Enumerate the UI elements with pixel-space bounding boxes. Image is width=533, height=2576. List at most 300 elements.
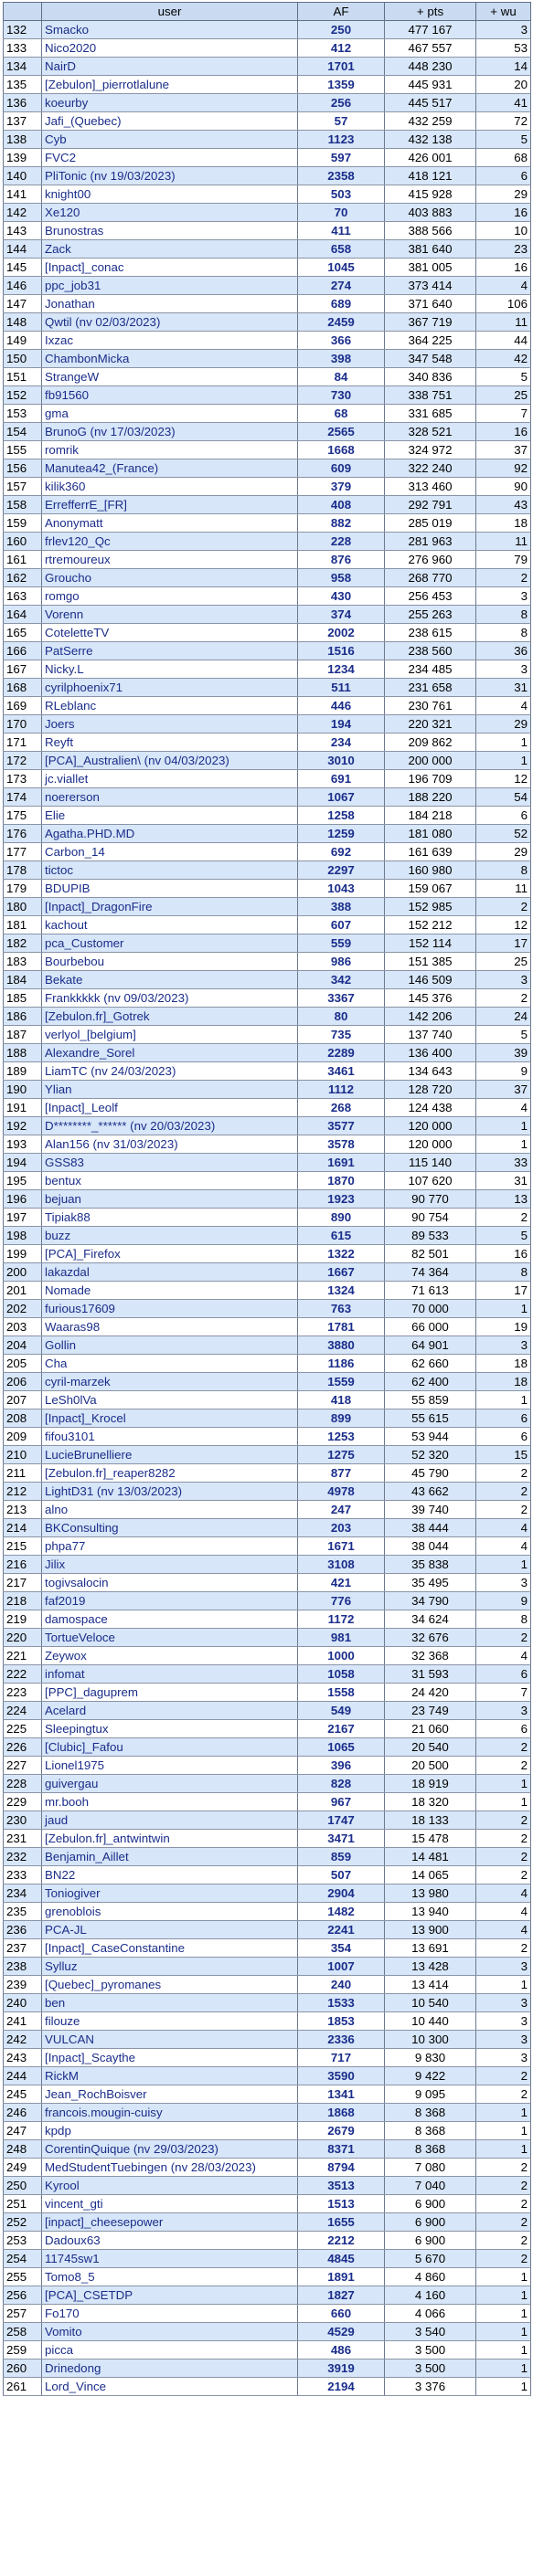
wu-cell: 90 — [476, 478, 531, 496]
user-cell[interactable]: [PPC]_daguprem — [42, 1684, 298, 1702]
af-cell: 1043 — [298, 880, 385, 898]
user-cell[interactable]: francois.mougin-cuisy — [42, 2104, 298, 2122]
user-cell[interactable]: Zeywox — [42, 1647, 298, 1665]
user-cell[interactable]: LightD31 (nv 13/03/2023) — [42, 1483, 298, 1501]
af-cell: 430 — [298, 587, 385, 606]
wu-cell: 4 — [476, 1884, 531, 1903]
af-cell: 828 — [298, 1775, 385, 1793]
table-row — [4, 1227, 531, 1245]
points-cell: 32 368 — [385, 1647, 476, 1665]
points-cell: 381 005 — [385, 259, 476, 277]
wu-cell: 2 — [476, 2232, 531, 2250]
wu-cell: 8 — [476, 606, 531, 624]
points-cell: 62 400 — [385, 1373, 476, 1391]
af-cell: 240 — [298, 1976, 385, 1994]
table-row — [4, 478, 531, 496]
user-cell[interactable]: kpdp — [42, 2122, 298, 2140]
wu-cell: 1 — [476, 2378, 531, 2396]
user-cell[interactable]: guivergau — [42, 1775, 298, 1793]
points-cell: 13 900 — [385, 1921, 476, 1939]
user-cell[interactable]: RickM — [42, 2067, 298, 2085]
user-cell[interactable]: noererson — [42, 788, 298, 807]
points-cell: 220 321 — [385, 715, 476, 734]
user-cell[interactable]: verlyol_[belgium] — [42, 1026, 298, 1044]
wu-cell: 7 — [476, 1684, 531, 1702]
rank-cell: 199 — [4, 1245, 42, 1263]
wu-cell: 2 — [476, 569, 531, 587]
user-cell[interactable]: Dadoux63 — [42, 2232, 298, 2250]
user-cell[interactable]: vincent_gti — [42, 2195, 298, 2213]
points-cell: 445 931 — [385, 76, 476, 94]
rank-cell: 157 — [4, 478, 42, 496]
user-cell[interactable]: [Inpact]_Scaythe — [42, 2049, 298, 2067]
user-cell[interactable]: BKConsulting — [42, 1519, 298, 1537]
user-cell[interactable]: FVC2 — [42, 149, 298, 167]
af-cell: 70 — [298, 204, 385, 222]
user-cell[interactable]: Toniogiver — [42, 1884, 298, 1903]
af-cell: 342 — [298, 971, 385, 989]
user-cell[interactable]: [Quebec]_pyromanes — [42, 1976, 298, 1994]
user-cell[interactable]: filouze — [42, 2012, 298, 2031]
user-cell[interactable]: Qwtil (nv 02/03/2023) — [42, 313, 298, 332]
table-row — [4, 2122, 531, 2140]
af-cell: 2565 — [298, 423, 385, 441]
rank-cell: 200 — [4, 1263, 42, 1282]
points-cell: 6 900 — [385, 2232, 476, 2250]
table-row — [4, 825, 531, 843]
af-cell: 388 — [298, 898, 385, 916]
wu-cell: 29 — [476, 185, 531, 204]
rank-cell: 172 — [4, 752, 42, 770]
points-cell: 14 481 — [385, 1848, 476, 1866]
user-cell[interactable]: Lord_Vince — [42, 2378, 298, 2396]
user-cell[interactable]: Cyb — [42, 131, 298, 149]
user-cell[interactable]: PCA-JL — [42, 1921, 298, 1939]
table-row — [4, 1848, 531, 1866]
table-row — [4, 1775, 531, 1793]
user-cell[interactable]: LiamTC (nv 24/03/2023) — [42, 1062, 298, 1081]
user-cell[interactable]: Sylluz — [42, 1958, 298, 1976]
wu-cell: 11 — [476, 880, 531, 898]
points-cell: 71 613 — [385, 1282, 476, 1300]
user-cell[interactable]: togivsalocin — [42, 1574, 298, 1592]
wu-cell: 16 — [476, 423, 531, 441]
rank-cell: 174 — [4, 788, 42, 807]
wu-cell: 19 — [476, 1318, 531, 1336]
af-cell: 4845 — [298, 2250, 385, 2268]
af-cell: 2336 — [298, 2031, 385, 2049]
user-cell[interactable]: GSS83 — [42, 1154, 298, 1172]
table-row — [4, 715, 531, 734]
points-cell: 4 160 — [385, 2286, 476, 2305]
wu-cell: 1 — [476, 2286, 531, 2305]
wu-cell: 92 — [476, 459, 531, 478]
points-cell: 331 685 — [385, 405, 476, 423]
user-cell[interactable]: D********_****** (nv 20/03/2023) — [42, 1117, 298, 1135]
points-cell: 161 639 — [385, 843, 476, 861]
user-cell[interactable]: kilik360 — [42, 478, 298, 496]
wu-cell: 3 — [476, 2049, 531, 2067]
user-cell[interactable]: Waaras98 — [42, 1318, 298, 1336]
rank-cell: 226 — [4, 1738, 42, 1757]
user-cell[interactable]: Nico2020 — [42, 39, 298, 58]
user-cell[interactable]: Tomo8_5 — [42, 2268, 298, 2286]
af-cell: 3010 — [298, 752, 385, 770]
wu-cell: 8 — [476, 1610, 531, 1629]
user-cell[interactable]: Sleepingtux — [42, 1720, 298, 1738]
user-cell[interactable]: infomat — [42, 1665, 298, 1684]
user-cell[interactable]: rtremoureux — [42, 551, 298, 569]
user-cell[interactable]: [PCA]_CSETDP — [42, 2286, 298, 2305]
header-points[interactable]: + pts — [385, 3, 476, 21]
points-cell: 159 067 — [385, 880, 476, 898]
points-cell: 13 980 — [385, 1884, 476, 1903]
points-cell: 209 862 — [385, 734, 476, 752]
user-cell[interactable]: Fo170 — [42, 2305, 298, 2323]
user-cell[interactable]: Benjamin_Aillet — [42, 1848, 298, 1866]
af-cell: 3880 — [298, 1336, 385, 1355]
user-cell[interactable]: kachout — [42, 916, 298, 934]
points-cell: 34 624 — [385, 1610, 476, 1629]
user-cell[interactable]: alno — [42, 1501, 298, 1519]
points-cell: 418 121 — [385, 167, 476, 185]
user-cell[interactable]: CorentinQuique (nv 29/03/2023) — [42, 2140, 298, 2159]
rank-cell: 230 — [4, 1811, 42, 1830]
rank-cell: 173 — [4, 770, 42, 788]
header-user[interactable]: user — [42, 3, 298, 21]
rank-cell: 135 — [4, 76, 42, 94]
header-wu[interactable]: + wu — [476, 3, 531, 21]
user-cell[interactable]: bentux — [42, 1172, 298, 1190]
points-cell: 4 066 — [385, 2305, 476, 2323]
user-cell[interactable]: buzz — [42, 1227, 298, 1245]
user-cell[interactable]: Bekate — [42, 971, 298, 989]
user-cell[interactable]: Agatha.PHD.MD — [42, 825, 298, 843]
user-cell[interactable]: frlev120_Qc — [42, 533, 298, 551]
user-cell[interactable]: Xe120 — [42, 204, 298, 222]
rank-cell: 180 — [4, 898, 42, 916]
af-cell: 958 — [298, 569, 385, 587]
user-cell[interactable]: [PCA]_Australien\ (nv 04/03/2023) — [42, 752, 298, 770]
user-cell[interactable]: romrik — [42, 441, 298, 459]
wu-cell: 7 — [476, 405, 531, 423]
points-cell: 181 080 — [385, 825, 476, 843]
user-cell[interactable]: cyrilphoenix71 — [42, 679, 298, 697]
rank-cell: 166 — [4, 642, 42, 660]
table-row — [4, 1245, 531, 1263]
user-cell[interactable]: mr.booh — [42, 1793, 298, 1811]
table-row — [4, 1830, 531, 1848]
table-row — [4, 1994, 531, 2012]
user-cell[interactable]: Jean_RochBoisver — [42, 2085, 298, 2104]
wu-cell: 52 — [476, 825, 531, 843]
wu-cell: 53 — [476, 39, 531, 58]
wu-cell: 24 — [476, 1008, 531, 1026]
table-row — [4, 606, 531, 624]
table-row — [4, 58, 531, 76]
af-cell: 503 — [298, 185, 385, 204]
wu-cell: 6 — [476, 1409, 531, 1428]
wu-cell: 4 — [476, 1647, 531, 1665]
user-cell[interactable]: Alan156 (nv 31/03/2023) — [42, 1135, 298, 1154]
header-af[interactable]: AF — [298, 3, 385, 21]
user-cell[interactable]: TortueVeloce — [42, 1629, 298, 1647]
table-row — [4, 1483, 531, 1501]
table-row — [4, 350, 531, 368]
rank-cell: 185 — [4, 989, 42, 1008]
af-cell: 80 — [298, 1008, 385, 1026]
wu-cell: 11 — [476, 313, 531, 332]
user-cell[interactable]: cyril-marzek — [42, 1373, 298, 1391]
rank-cell: 161 — [4, 551, 42, 569]
points-cell: 3 500 — [385, 2360, 476, 2378]
af-cell: 986 — [298, 953, 385, 971]
rank-cell: 225 — [4, 1720, 42, 1738]
user-cell[interactable]: NairD — [42, 58, 298, 76]
af-cell: 408 — [298, 496, 385, 514]
user-cell[interactable]: StrangeW — [42, 368, 298, 386]
user-cell[interactable]: BN22 — [42, 1866, 298, 1884]
user-cell[interactable]: furious17609 — [42, 1300, 298, 1318]
user-cell[interactable]: ErrefferrE_[FR] — [42, 496, 298, 514]
user-cell[interactable]: RLeblanc — [42, 697, 298, 715]
user-cell[interactable]: Nomade — [42, 1282, 298, 1300]
table-row — [4, 332, 531, 350]
user-cell[interactable]: fb91560 — [42, 386, 298, 405]
af-cell: 597 — [298, 149, 385, 167]
user-cell[interactable]: grenoblois — [42, 1903, 298, 1921]
user-cell[interactable]: Ylian — [42, 1081, 298, 1099]
user-cell[interactable]: MedStudentTuebingen (nv 28/03/2023) — [42, 2159, 298, 2177]
user-cell[interactable]: Gollin — [42, 1336, 298, 1355]
user-cell[interactable]: damospace — [42, 1610, 298, 1629]
rank-cell: 143 — [4, 222, 42, 240]
user-cell[interactable]: Tipiak88 — [42, 1209, 298, 1227]
user-cell[interactable]: PatSerre — [42, 642, 298, 660]
user-cell[interactable]: PliTonic (nv 19/03/2023) — [42, 167, 298, 185]
rank-cell: 248 — [4, 2140, 42, 2159]
user-cell[interactable]: Carbon_14 — [42, 843, 298, 861]
user-cell[interactable]: Smacko — [42, 21, 298, 39]
rank-cell: 260 — [4, 2360, 42, 2378]
points-cell: 35 838 — [385, 1556, 476, 1574]
user-cell[interactable]: phpa77 — [42, 1537, 298, 1556]
user-cell[interactable]: lakazdal — [42, 1263, 298, 1282]
table-row — [4, 1556, 531, 1574]
table-row — [4, 496, 531, 514]
user-cell[interactable]: pca_Customer — [42, 934, 298, 953]
points-cell: 338 751 — [385, 386, 476, 405]
wu-cell: 6 — [476, 1428, 531, 1446]
user-cell[interactable]: [Clubic]_Fafou — [42, 1738, 298, 1757]
wu-cell: 1 — [476, 2104, 531, 2122]
user-cell[interactable]: Joers — [42, 715, 298, 734]
rank-cell: 147 — [4, 295, 42, 313]
user-cell[interactable]: Drinedong — [42, 2360, 298, 2378]
wu-cell: 5 — [476, 1026, 531, 1044]
user-cell[interactable]: Cha — [42, 1355, 298, 1373]
user-cell[interactable]: BDUPIB — [42, 880, 298, 898]
table-row — [4, 1428, 531, 1446]
wu-cell: 4 — [476, 1099, 531, 1117]
user-cell[interactable]: Elie — [42, 807, 298, 825]
user-cell[interactable]: Reyft — [42, 734, 298, 752]
user-cell[interactable]: [Inpact]_DragonFire — [42, 898, 298, 916]
table-row — [4, 1355, 531, 1373]
user-cell[interactable]: jaud — [42, 1811, 298, 1830]
user-cell[interactable]: Frankkkkk (nv 09/03/2023) — [42, 989, 298, 1008]
user-cell[interactable]: faf2019 — [42, 1592, 298, 1610]
table-row — [4, 807, 531, 825]
points-cell: 142 206 — [385, 1008, 476, 1026]
user-cell[interactable]: 11745sw1 — [42, 2250, 298, 2268]
points-cell: 388 566 — [385, 222, 476, 240]
table-row — [4, 2104, 531, 2122]
user-cell[interactable]: tictoc — [42, 861, 298, 880]
user-cell[interactable]: Vomito — [42, 2323, 298, 2341]
table-row — [4, 2323, 531, 2341]
user-cell[interactable]: Acelard — [42, 1702, 298, 1720]
table-row — [4, 1958, 531, 1976]
user-cell[interactable]: ben — [42, 1994, 298, 2012]
table-row — [4, 2378, 531, 2396]
user-cell[interactable]: Zack — [42, 240, 298, 259]
user-cell[interactable]: ChambonMicka — [42, 350, 298, 368]
af-cell: 4978 — [298, 1483, 385, 1501]
user-cell[interactable]: Nicky.L — [42, 660, 298, 679]
wu-cell: 4 — [476, 697, 531, 715]
table-row — [4, 1209, 531, 1227]
rank-cell: 168 — [4, 679, 42, 697]
user-cell[interactable]: Anonymatt — [42, 514, 298, 533]
points-cell: 90 770 — [385, 1190, 476, 1209]
points-cell: 90 754 — [385, 1209, 476, 1227]
user-cell[interactable]: picca — [42, 2341, 298, 2360]
user-cell[interactable]: VULCAN — [42, 2031, 298, 2049]
user-cell[interactable]: Alexandre_Sorel — [42, 1044, 298, 1062]
table-row — [4, 971, 531, 989]
user-cell[interactable]: fifou3101 — [42, 1428, 298, 1446]
user-cell[interactable]: [Zebulon.fr]_reaper8282 — [42, 1464, 298, 1483]
user-cell[interactable]: Brunostras — [42, 222, 298, 240]
af-cell: 418 — [298, 1391, 385, 1409]
user-cell[interactable]: Jilix — [42, 1556, 298, 1574]
user-cell[interactable]: ppc_job31 — [42, 277, 298, 295]
user-cell[interactable]: Vorenn — [42, 606, 298, 624]
table-row — [4, 1811, 531, 1830]
points-cell: 15 478 — [385, 1830, 476, 1848]
rank-cell: 133 — [4, 39, 42, 58]
user-cell[interactable]: Groucho — [42, 569, 298, 587]
user-cell[interactable]: bejuan — [42, 1190, 298, 1209]
user-cell[interactable]: [PCA]_Firefox — [42, 1245, 298, 1263]
user-cell[interactable]: [Zebulon]_pierrotlalune — [42, 76, 298, 94]
rank-cell: 229 — [4, 1793, 42, 1811]
points-cell: 43 662 — [385, 1483, 476, 1501]
user-cell[interactable]: [Zebulon.fr]_Gotrek — [42, 1008, 298, 1026]
points-cell: 285 019 — [385, 514, 476, 533]
points-cell: 3 500 — [385, 2341, 476, 2360]
rank-cell: 138 — [4, 131, 42, 149]
table-row — [4, 1866, 531, 1884]
points-cell: 381 640 — [385, 240, 476, 259]
user-cell[interactable]: [Zebulon.fr]_antwintwin — [42, 1830, 298, 1848]
user-cell[interactable]: CoteletteTV — [42, 624, 298, 642]
af-cell: 1172 — [298, 1610, 385, 1629]
table-header — [4, 3, 531, 21]
user-cell[interactable]: romgo — [42, 587, 298, 606]
wu-cell: 3 — [476, 660, 531, 679]
user-cell[interactable]: Jonathan — [42, 295, 298, 313]
rank-cell: 250 — [4, 2177, 42, 2195]
rank-cell: 163 — [4, 587, 42, 606]
af-cell: 250 — [298, 21, 385, 39]
wu-cell: 10 — [476, 222, 531, 240]
wu-cell: 3 — [476, 2012, 531, 2031]
wu-cell: 43 — [476, 496, 531, 514]
table-row — [4, 2177, 531, 2195]
points-cell: 10 440 — [385, 2012, 476, 2031]
table-row — [4, 1738, 531, 1757]
af-cell: 730 — [298, 386, 385, 405]
wu-cell: 12 — [476, 770, 531, 788]
af-cell: 8794 — [298, 2159, 385, 2177]
af-cell: 2297 — [298, 861, 385, 880]
user-cell[interactable]: LucieBrunelliere — [42, 1446, 298, 1464]
user-cell[interactable]: [Inpact]_Leolf — [42, 1099, 298, 1117]
table-row — [4, 533, 531, 551]
user-cell[interactable]: BrunoG (nv 17/03/2023) — [42, 423, 298, 441]
user-cell[interactable]: Manutea42_(France) — [42, 459, 298, 478]
points-cell: 432 259 — [385, 112, 476, 131]
wu-cell: 1 — [476, 752, 531, 770]
rank-cell: 241 — [4, 2012, 42, 2031]
wu-cell: 106 — [476, 295, 531, 313]
user-cell[interactable]: LeSh0lVa — [42, 1391, 298, 1409]
user-cell[interactable]: jc.viallet — [42, 770, 298, 788]
user-cell[interactable]: Bourbebou — [42, 953, 298, 971]
rank-cell: 171 — [4, 734, 42, 752]
user-cell[interactable]: koeurby — [42, 94, 298, 112]
user-cell[interactable]: Jafi_(Quebec) — [42, 112, 298, 131]
table-row — [4, 989, 531, 1008]
table-row — [4, 679, 531, 697]
wu-cell: 6 — [476, 167, 531, 185]
wu-cell: 23 — [476, 240, 531, 259]
rank-cell: 232 — [4, 1848, 42, 1866]
table-row — [4, 405, 531, 423]
user-cell[interactable]: Ixzac — [42, 332, 298, 350]
user-cell[interactable]: knight00 — [42, 185, 298, 204]
user-cell[interactable]: [Inpact]_conac — [42, 259, 298, 277]
af-cell: 658 — [298, 240, 385, 259]
user-cell[interactable]: Kyrool — [42, 2177, 298, 2195]
user-cell[interactable]: [inpact]_cheesepower — [42, 2213, 298, 2232]
points-cell: 128 720 — [385, 1081, 476, 1099]
user-cell[interactable]: [Inpact]_Krocel — [42, 1409, 298, 1428]
af-cell: 203 — [298, 1519, 385, 1537]
user-cell[interactable]: [Inpact]_CaseConstantine — [42, 1939, 298, 1958]
points-cell: 373 414 — [385, 277, 476, 295]
af-cell: 549 — [298, 1702, 385, 1720]
points-cell: 9 830 — [385, 2049, 476, 2067]
user-cell[interactable]: Lionel1975 — [42, 1757, 298, 1775]
rank-cell: 253 — [4, 2232, 42, 2250]
af-cell: 511 — [298, 679, 385, 697]
points-cell: 152 212 — [385, 916, 476, 934]
user-cell[interactable]: gma — [42, 405, 298, 423]
af-cell: 247 — [298, 1501, 385, 1519]
